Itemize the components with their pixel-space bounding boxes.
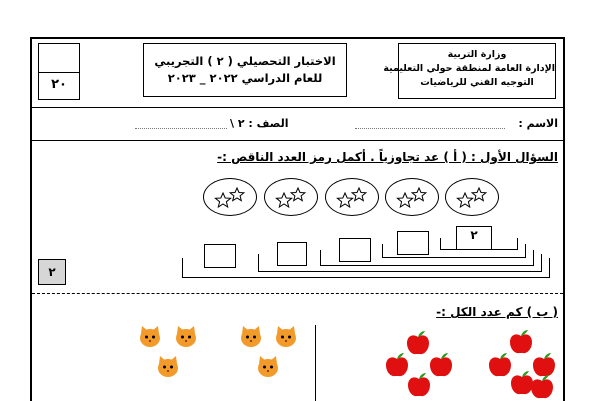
star-group [264,178,318,216]
ministry-name: وزارة التربية [447,49,507,60]
exam-title-box [143,43,347,97]
cat-icon [138,326,162,348]
answer-box[interactable] [277,242,307,266]
section-divider [32,293,563,294]
apple-icon [530,374,554,400]
group-divider [315,325,316,401]
apple-icon [385,352,409,378]
given-number-box [456,226,492,250]
given-number: ٢ [470,228,478,242]
star-icon [386,179,440,217]
star-group [385,178,439,216]
apple-icon [406,330,430,356]
cat-icon [239,326,263,348]
class-dots[interactable] [135,128,227,129]
answer-box[interactable] [204,244,236,268]
score-box [38,43,80,100]
star-group [325,178,379,216]
apple-icon [429,352,453,378]
star-icon [446,179,500,217]
apple-icon [509,329,533,355]
score-total: ٢٠ [51,77,67,92]
department-name: التوجيه الفني للرياضيات [420,77,534,88]
score-divider [39,72,79,73]
question1b-title: ( ب ) كم عدد الكل :- [436,305,558,319]
class-label: الصف : ٢ \ [230,117,289,130]
name-dots[interactable] [355,128,505,129]
exam-year: للعام الدراسي ٢٠٢٢ _ ٢٠٢٣ [167,71,323,85]
apple-icon [488,352,512,378]
answer-box[interactable] [339,238,371,262]
apple-icon [407,372,431,398]
student-divider [32,140,563,141]
ministry-box [383,43,556,99]
star-icon [326,179,380,217]
star-group [203,178,257,216]
star-icon [204,179,258,217]
question-mark-box: ٢ [38,259,66,285]
district-name: الإدارة العامة لمنطقة حولي التعليمية [383,63,555,74]
cat-icon [256,356,280,378]
star-group [445,178,499,216]
header-divider [32,107,563,108]
cat-icon [156,356,180,378]
star-icon [265,179,319,217]
exam-title: الاختبار التحصيلي ( ٢ ) التجريبي [154,54,336,68]
question1-title: السؤال الأول : ( أ ) عد تجاوزياً . أكمل رمز العدد الناقص :- [217,150,558,164]
answer-box[interactable] [397,231,429,255]
cat-icon [174,326,198,348]
cat-icon [274,326,298,348]
name-label: الاسم : [518,117,558,130]
